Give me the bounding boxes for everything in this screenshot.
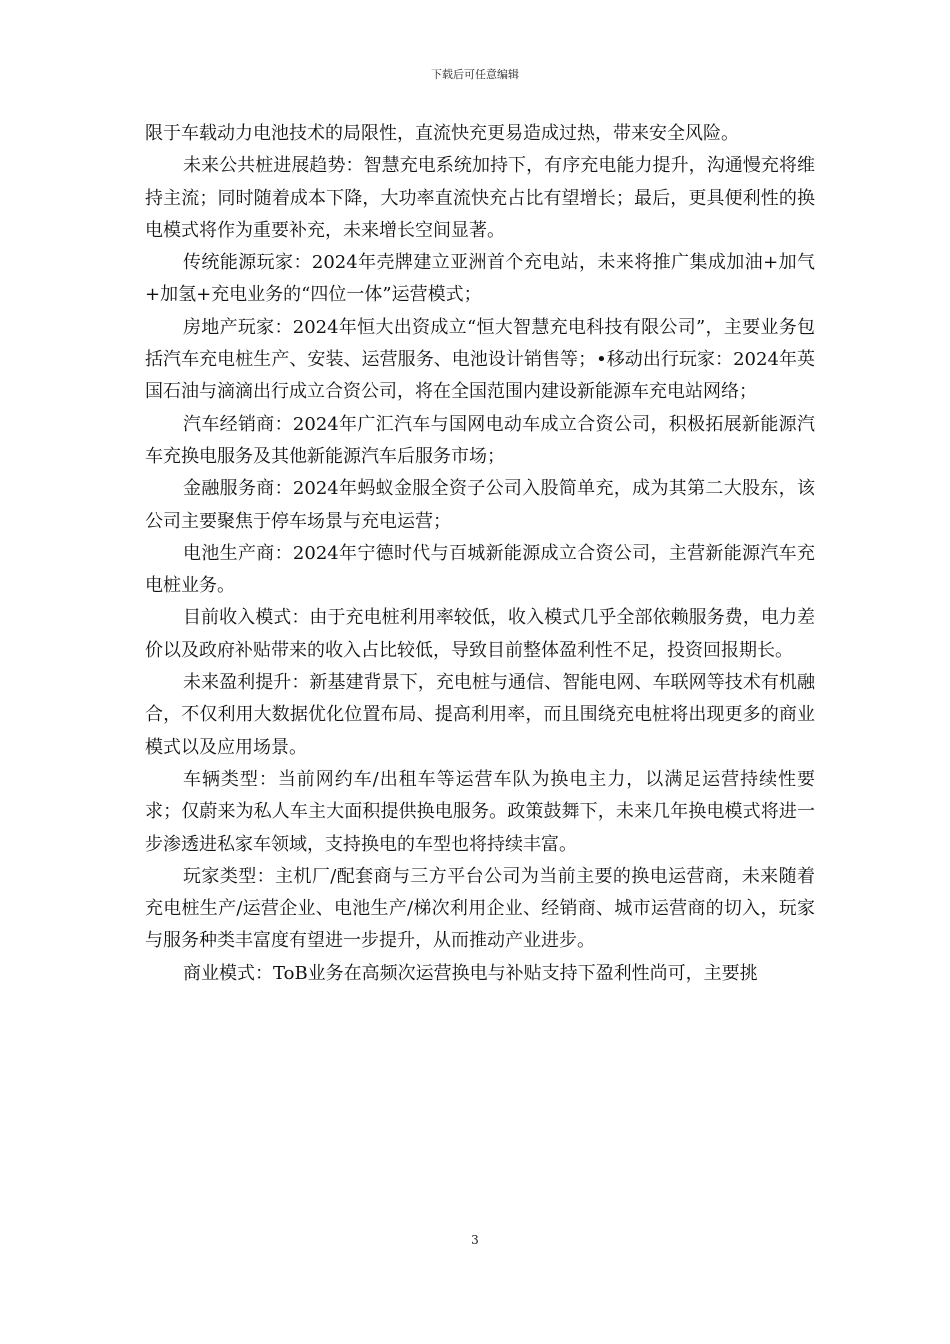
paragraph: 商业模式：ToB业务在高频次运营换电与补贴支持下盈利性尚可，主要挑 bbox=[183, 962, 758, 984]
paragraph: 房地产玩家：2024年恒大出资成立“恒大智慧充电科技有限公司”，主要业务包括汽车充电桩生产、安装、运营服务、电池设计销售等；•移动出行玩家：2024年英国石油与滴滴出行成立合资公司，将在全国范围内建设新能源车充电站网络； bbox=[145, 316, 815, 403]
paragraph: 未来公共桩进展趋势：智慧充电系统加持下，有序充电能力提升，沟通慢充将维持主流；同时随着成本下降，大功率直流快充占比有望增长；最后，更具便利性的换电模式将作为重要补充，未来增长空间显著。 bbox=[145, 155, 815, 241]
page-header: 下载后可任意编辑 bbox=[431, 68, 519, 81]
paragraph: 车辆类型：当前网约车/出租车等运营车队为换电主力，以满足运营持续性要求；仅蔚来为私人车主大面积提供换电服务。政策鼓舞下，未来几年换电模式将进一步渗透进私家车领域，支持换电的车型也将持续丰富。 bbox=[145, 768, 815, 855]
paragraph: 未来盈利提升：新基建背景下，充电桩与通信、智能电网、车联网等技术有机融合，不仅利用大数据优化位置布局、提高利用率，而且围绕充电桩将出现更多的商业模式以及应用场景。 bbox=[145, 672, 815, 758]
paragraph: 传统能源玩家：2024年壳牌建立亚洲首个充电站，未来将推广集成加油+加气+加氢+充电业务的“四位一体”运营模式； bbox=[145, 252, 815, 306]
document-body bbox=[145, 118, 815, 990]
paragraph: 限于车载动力电池技术的局限性，直流快充更易造成过热，带来安全风险。 bbox=[145, 123, 739, 144]
page-number: 3 bbox=[471, 1233, 479, 1247]
paragraph: 玩家类型：主机厂/配套商与三方平台公司为当前主要的换电运营商，未来随着充电桩生产/运营企业、电池生产/梯次利用企业、经销商、城市运营商的切入，玩家与服务种类丰富度有望进一步提升，从而推动产业进步。 bbox=[145, 865, 815, 952]
paragraph: 汽车经销商：2024年广汇汽车与国网电动车成立合资公司，积极拓展新能源汽车充换电服务及其他新能源汽车后服务市场； bbox=[145, 413, 815, 467]
paragraph: 目前收入模式：由于充电桩利用率较低，收入模式几乎全部依赖服务费，电力差价以及政府补贴带来的收入占比较低，导致目前整体盈利性不足，投资回报期长。 bbox=[145, 607, 815, 661]
paragraph: 电池生产商：2024年宁德时代与百城新能源成立合资公司，主营新能源汽车充电桩业务。 bbox=[145, 542, 815, 597]
paragraph: 金融服务商：2024年蚂蚁金服全资子公司入股简单充，成为其第二大股东，该公司主要聚焦于停车场景与充电运营； bbox=[145, 478, 815, 532]
